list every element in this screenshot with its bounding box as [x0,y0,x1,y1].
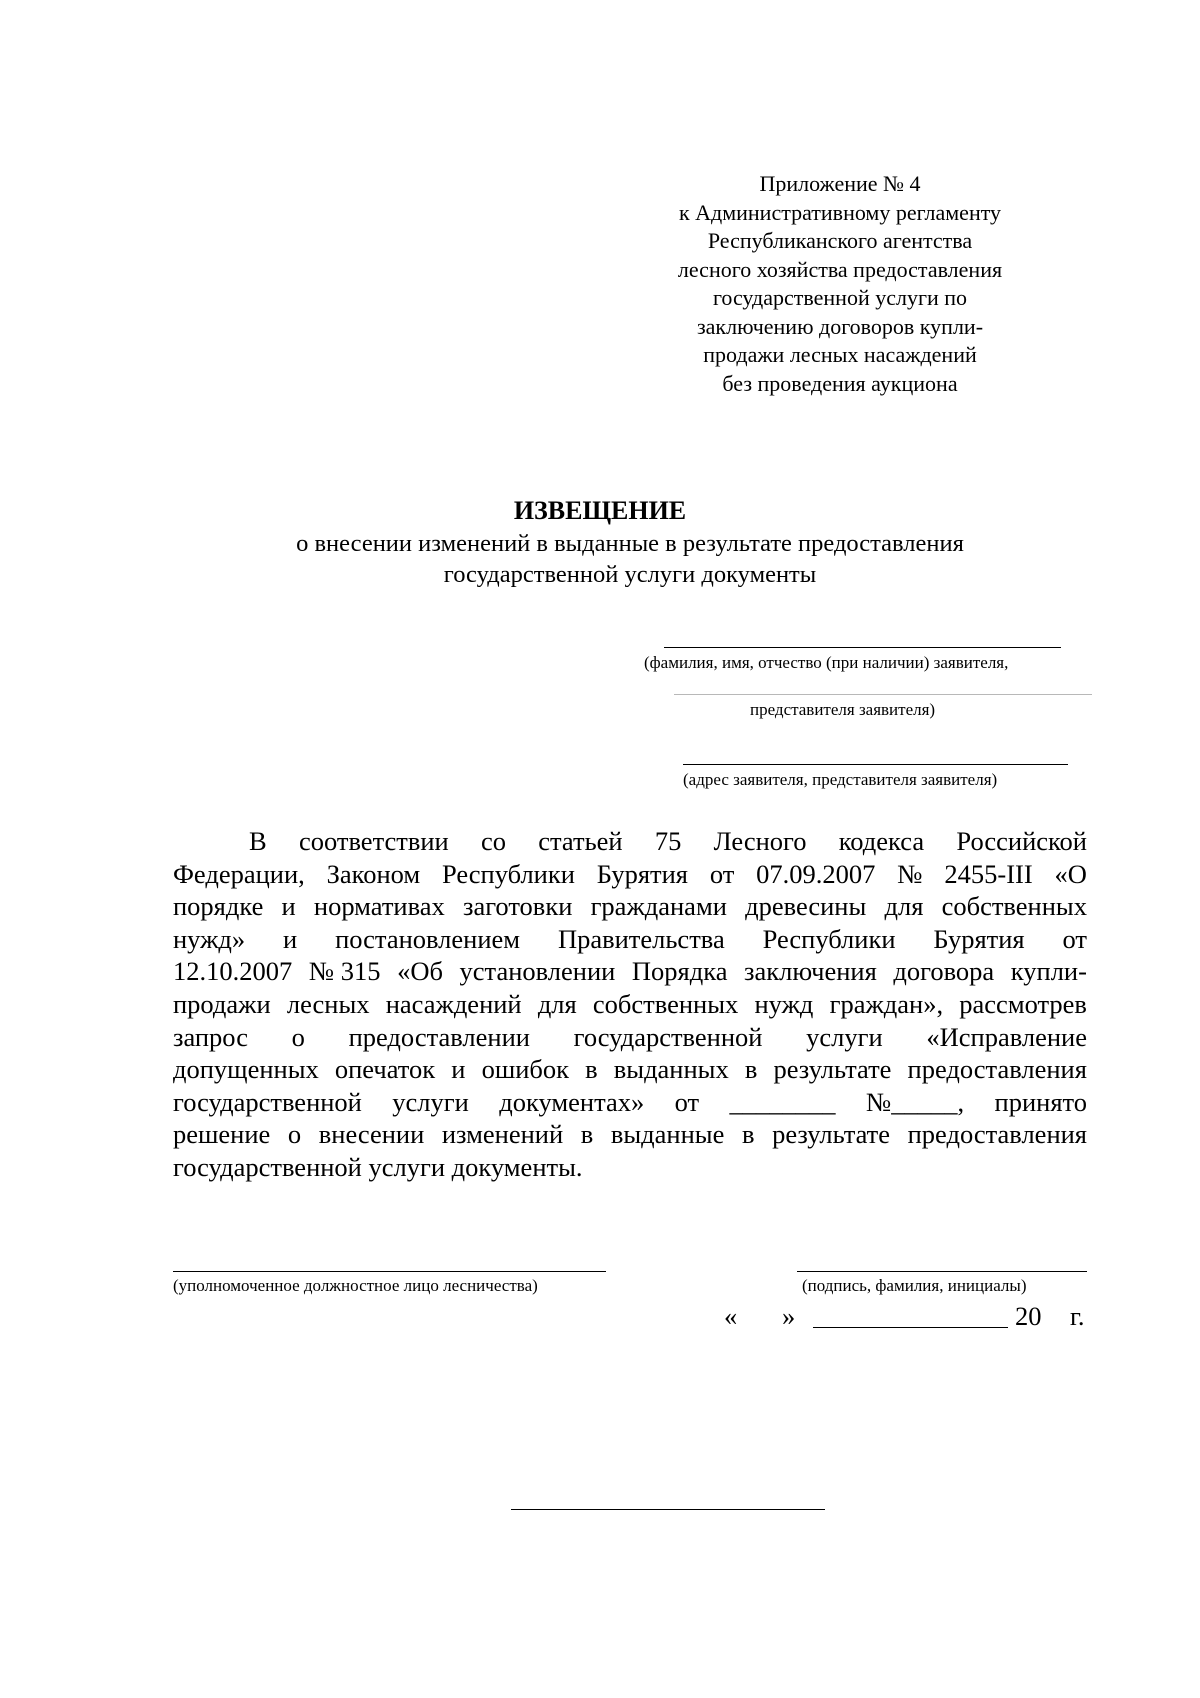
body-word: гражданами [590,891,727,922]
body-line [173,858,1087,891]
body-word: государственной [573,1021,763,1052]
body-word: договора [893,956,995,987]
body-word: № 315 [308,956,381,987]
body-word: документах» [499,1086,645,1117]
appendix-line: государственной услуги по [712,285,968,310]
body-word: внесении [318,1119,425,1150]
body-word: продажи [173,988,271,1019]
body-word: предоставления [907,1054,1087,1085]
body-word: от [1062,923,1087,954]
body-word: со [480,826,506,856]
body-word: государственной [173,1086,362,1117]
body-word: заключения [744,956,877,987]
body-word: рассмотрев [959,988,1087,1019]
body-word: о [287,1119,302,1150]
official-caption: (уполномоченное должностное лицо лесничества) [173,1276,538,1295]
body-word: соответствии [298,826,449,856]
body-word: лесных [286,988,370,1019]
body-word: и [451,1054,466,1085]
body-word: в [585,1054,598,1085]
appendix-header [620,170,1060,398]
body-word: Лесного [713,826,807,856]
document-subtitle [200,528,1060,590]
applicant-address-caption: (адрес заявителя, представителя заявителя) [683,770,998,789]
body-word: заготовки [462,891,573,922]
body-word: Бурятия [596,858,688,889]
body-word: собственных [941,891,1087,922]
body-word: от [674,1086,700,1117]
body-word: Правительства [557,923,725,954]
appendix-line: к Административному регламенту [678,199,1002,225]
date-year-prefix: 20 [1015,1301,1042,1331]
body-word: «Об [397,956,443,987]
body-word: решение [173,1119,271,1150]
body-word: собственных [592,988,739,1019]
applicant-name-line [664,647,1061,648]
body-line [173,988,1087,1021]
appendix-line: продажи лесных насаждений [703,342,977,367]
body-word: постановлением [335,923,521,954]
body-word: купли- [1010,956,1087,987]
body-word: граждан», [829,988,944,1019]
body-line [173,825,1087,858]
body-word: изменений [441,1119,564,1150]
body-word: предоставления [907,1119,1087,1150]
body-word: нормативах [313,891,445,922]
signature-caption: (подпись, фамилия, инициалы) [802,1276,1027,1295]
representative-line [674,694,1092,695]
body-word: и [281,891,296,922]
body-word: опечаток [334,1054,436,1085]
body-word: №_____, [865,1086,965,1117]
appendix-line: заключению договоров купли- [696,313,984,339]
appendix-line: без проведения аукциона [722,370,958,396]
body-word: нужд» [173,923,246,954]
body-word: услуги [392,1086,469,1117]
body-word: в [580,1119,594,1150]
body-word: ________ [729,1086,836,1117]
footer-divider [511,1509,825,1510]
subtitle-line: государственной услуги документы [443,561,817,588]
body-word: «О [1054,858,1087,889]
body-word: выданных [613,1054,729,1085]
official-line [173,1271,606,1272]
body-word: выданные [610,1119,725,1150]
body-line [173,1118,1087,1151]
body-word: Федерации, [173,858,305,889]
body-word: нужд [754,988,814,1019]
body-word: 12.10.2007 [173,956,293,987]
body-word: установлении [459,956,616,987]
body-line [173,955,1087,988]
subtitle-line: о внесении изменений в выданные в результате предоставления [296,530,964,557]
body-word: государственной услуги документы. [173,1151,583,1182]
body-word: принято [994,1086,1087,1117]
body-word: «Исправление [926,1021,1087,1052]
date-month-line [813,1327,1008,1328]
body-word: в [744,1054,758,1085]
appendix-line: Республиканского агентства [707,228,973,253]
appendix-line: Приложение № 4 [759,171,921,196]
body-word: запрос [173,1021,248,1052]
body-word: порядке [173,891,264,922]
body-word: Российской [956,826,1087,856]
applicant-address-line [683,764,1068,765]
body-word: результате [772,1119,891,1150]
body-line [173,923,1087,956]
body-word: Бурятия [933,923,1025,954]
body-word: В [249,826,267,856]
appendix-line: лесного хозяйства предоставления [677,256,1003,282]
body-line [173,1151,1087,1184]
body-word: Республики [762,923,896,954]
body-word: Республики [441,858,575,889]
body-word: предоставлении [348,1021,530,1052]
notice-body [173,825,1087,1184]
body-word: для [537,988,577,1019]
body-word: насаждений [385,988,522,1019]
body-word: древесины [745,891,867,922]
body-word: и [283,923,298,954]
document-title: ИЗВЕЩЕНИЕ [513,496,687,525]
date-quote-close: » [782,1301,796,1331]
body-word: результате [773,1054,892,1085]
body-word: 07.09.2007 [756,858,876,889]
body-word: о [291,1021,305,1052]
body-word: Порядка [631,956,728,987]
body-word: от [709,858,735,889]
body-word: кодекса [838,826,925,856]
body-word: для [884,891,924,922]
body-word: 2455-III [944,858,1033,889]
date-quote-open: « [724,1301,738,1331]
body-word: в [741,1119,755,1150]
body-line [173,890,1087,923]
body-line [173,1053,1087,1086]
date-year-suffix: г. [1070,1301,1085,1331]
body-word: Законом [326,858,421,889]
representative-caption: представителя заявителя) [750,700,936,719]
signature-line [797,1271,1087,1272]
body-line [173,1021,1087,1054]
body-word: статьей [538,826,623,856]
body-word: 75 [654,826,682,856]
body-line [173,1086,1087,1119]
applicant-name-caption: (фамилия, имя, отчество (при наличии) заявителя, [644,653,1009,672]
body-word: услуги [806,1021,883,1052]
body-word: № [897,858,923,889]
body-word: допущенных [173,1054,319,1085]
body-word: ошибок [481,1054,570,1085]
